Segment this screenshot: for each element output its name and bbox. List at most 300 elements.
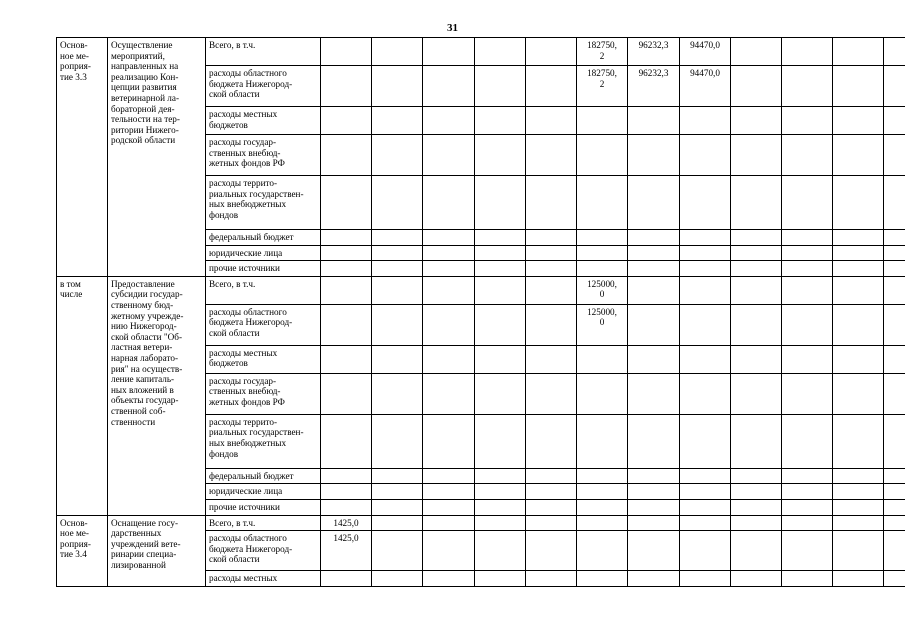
value-cell: [475, 66, 526, 107]
event-code-line: Основ-: [60, 40, 88, 50]
value-cell: [833, 571, 884, 587]
value-cell: [833, 414, 884, 468]
value-cell: [372, 571, 423, 587]
value-cell: [833, 66, 884, 107]
value-cell: [884, 499, 905, 515]
value-cell: [833, 107, 884, 135]
value-text: 2: [599, 50, 605, 61]
funding-source-line: ственных внебюд-: [209, 386, 281, 397]
funding-source-line: риальных государствен-: [209, 427, 304, 438]
funding-source-cell: [206, 499, 321, 515]
value-cell: [628, 304, 680, 345]
event-code-line: ное ме-: [60, 528, 89, 539]
value-text: 182750,: [587, 40, 617, 50]
value-cell: [628, 245, 680, 261]
funding-source-cell: [206, 531, 321, 571]
value-cell: [782, 414, 833, 468]
table-body: [57, 38, 905, 587]
event-name-line: мероприятий,: [111, 50, 165, 61]
value-cell: [475, 484, 526, 500]
value-cell: [833, 276, 884, 304]
value-cell: [680, 38, 731, 66]
value-cell: [680, 66, 731, 107]
value-cell: [731, 531, 782, 571]
value-cell: [577, 531, 628, 571]
event-name-line: бораторной дея-: [111, 103, 175, 114]
value-cell: [321, 531, 372, 571]
value-cell: [577, 245, 628, 261]
value-text: 1425,0: [333, 517, 359, 528]
value-cell: [321, 484, 372, 500]
value-cell: [423, 38, 475, 66]
value-cell: [372, 531, 423, 571]
value-cell: [833, 515, 884, 531]
value-cell: [372, 345, 423, 373]
funding-source-line: бюджетов: [209, 358, 248, 369]
value-cell: [321, 373, 372, 414]
value-cell: [526, 135, 577, 176]
event-name-line: ственному бюд-: [111, 299, 174, 310]
value-cell: [475, 531, 526, 571]
value-cell: [423, 515, 475, 531]
value-cell: [423, 304, 475, 345]
value-cell: [372, 107, 423, 135]
value-cell: [577, 38, 628, 66]
value-cell: [731, 373, 782, 414]
value-cell: [526, 414, 577, 468]
budget-table: [56, 37, 905, 587]
value-cell: [628, 484, 680, 500]
value-cell: [423, 230, 475, 246]
value-text: 94470,0: [690, 68, 720, 78]
value-cell: [321, 499, 372, 515]
value-cell: [884, 107, 905, 135]
value-cell: [731, 414, 782, 468]
value-cell: [833, 176, 884, 230]
value-cell: [884, 468, 905, 484]
value-cell: [423, 571, 475, 587]
value-cell: [321, 276, 372, 304]
funding-source-line: расходы местных: [209, 347, 278, 358]
value-text: 96232,3: [638, 68, 669, 78]
value-cell: [884, 304, 905, 345]
event-name-line: ской области "Об-: [111, 331, 183, 342]
value-cell: [423, 135, 475, 176]
value-cell: [680, 571, 731, 587]
value-cell: [833, 373, 884, 414]
funding-source-line: Всего, в т.ч.: [209, 40, 256, 50]
value-cell: [680, 499, 731, 515]
event-name-line: жетному учрежде-: [111, 310, 184, 321]
value-text: 125000,: [587, 278, 617, 289]
event-code-line: ное ме-: [60, 50, 89, 61]
value-cell: [782, 373, 833, 414]
funding-source-line: Всего, в т.ч.: [209, 278, 256, 289]
value-cell: [884, 373, 905, 414]
value-cell: [680, 531, 731, 571]
value-cell: [321, 414, 372, 468]
value-cell: [782, 304, 833, 345]
value-cell: [884, 515, 905, 531]
value-cell: [372, 373, 423, 414]
event-name-line: ластная ветери-: [111, 342, 173, 353]
value-cell: [884, 245, 905, 261]
value-cell: [577, 230, 628, 246]
value-cell: [782, 515, 833, 531]
event-name-line: ственности: [111, 416, 156, 427]
event-name-line: реализацию Кон-: [111, 71, 179, 82]
funding-source-cell: [206, 468, 321, 484]
event-name-line: субсидии государ-: [111, 289, 183, 300]
funding-source-line: ственных внебюд-: [209, 147, 281, 158]
value-cell: [475, 414, 526, 468]
value-cell: [680, 414, 731, 468]
value-cell: [782, 468, 833, 484]
value-cell: [475, 230, 526, 246]
value-cell: [628, 107, 680, 135]
value-cell: [782, 245, 833, 261]
funding-source-line: ской области: [209, 327, 260, 338]
value-cell: [475, 304, 526, 345]
event-name-line: ветеринарной ла-: [111, 92, 179, 103]
value-cell: [526, 345, 577, 373]
funding-source-cell: [206, 414, 321, 468]
value-cell: [577, 304, 628, 345]
value-cell: [423, 276, 475, 304]
value-cell: [475, 135, 526, 176]
value-cell: [526, 176, 577, 230]
funding-source-line: расходы террито-: [209, 178, 278, 188]
value-cell: [423, 176, 475, 230]
value-cell: [475, 107, 526, 135]
value-cell: [884, 571, 905, 587]
funding-source-line: Всего, в т.ч.: [209, 517, 256, 528]
value-cell: [782, 66, 833, 107]
value-cell: [680, 245, 731, 261]
value-cell: [526, 276, 577, 304]
value-cell: [321, 245, 372, 261]
value-cell: [577, 176, 628, 230]
value-cell: [833, 484, 884, 500]
value-cell: [321, 230, 372, 246]
value-cell: [884, 135, 905, 176]
value-cell: [526, 468, 577, 484]
funding-source-cell: [206, 304, 321, 345]
value-cell: [475, 176, 526, 230]
value-text: 0: [599, 317, 605, 328]
funding-source-line: ской области: [209, 89, 260, 100]
value-cell: [475, 499, 526, 515]
event-name-line: нарная лаборато-: [111, 352, 179, 363]
value-cell: [884, 230, 905, 246]
value-cell: [423, 531, 475, 571]
funding-source-cell: [206, 261, 321, 277]
funding-source-line: юридические лица: [209, 486, 283, 497]
value-cell: [680, 107, 731, 135]
value-cell: [680, 230, 731, 246]
value-cell: [731, 468, 782, 484]
value-cell: [577, 276, 628, 304]
funding-source-line: фондов: [209, 448, 239, 459]
event-name-line: лизированной: [111, 559, 166, 570]
value-cell: [680, 135, 731, 176]
value-cell: [884, 38, 905, 66]
funding-source-cell: [206, 276, 321, 304]
funding-source-line: фондов: [209, 209, 239, 220]
value-cell: [526, 531, 577, 571]
value-cell: [526, 38, 577, 66]
value-cell: [372, 276, 423, 304]
funding-source-line: расходы государ-: [209, 137, 277, 147]
funding-source-line: федеральный бюджет: [209, 470, 294, 481]
value-cell: [782, 276, 833, 304]
funding-source-line: юридические лица: [209, 247, 283, 258]
value-cell: [628, 515, 680, 531]
event-name-cell: [108, 276, 206, 515]
event-name-line: нию Нижегород-: [111, 321, 177, 332]
value-cell: [628, 38, 680, 66]
event-name-line: ритории Нижего-: [111, 124, 179, 135]
value-cell: [731, 499, 782, 515]
value-cell: [577, 66, 628, 107]
value-cell: [731, 66, 782, 107]
event-code-cell: [57, 515, 108, 586]
value-cell: [526, 261, 577, 277]
value-cell: [577, 345, 628, 373]
value-cell: [628, 276, 680, 304]
event-name-line: Осуществление: [111, 40, 173, 50]
event-name-line: тельности на тер-: [111, 114, 180, 125]
value-text: 1425,0: [333, 533, 359, 544]
value-cell: [372, 261, 423, 277]
value-cell: [833, 531, 884, 571]
value-cell: [731, 245, 782, 261]
funding-source-line: расходы местных: [209, 109, 278, 119]
value-cell: [423, 261, 475, 277]
value-text: 182750,: [587, 68, 617, 78]
value-cell: [321, 107, 372, 135]
value-cell: [372, 230, 423, 246]
funding-source-line: прочие источники: [209, 263, 280, 274]
funding-source-cell: [206, 484, 321, 500]
value-cell: [372, 468, 423, 484]
value-cell: [731, 176, 782, 230]
funding-source-line: федеральный бюджет: [209, 232, 294, 242]
value-cell: [782, 484, 833, 500]
value-cell: [372, 245, 423, 261]
value-cell: [475, 515, 526, 531]
value-cell: [680, 373, 731, 414]
event-code-line: в том: [60, 278, 81, 289]
event-name-line: ственной соб-: [111, 405, 166, 416]
value-cell: [884, 531, 905, 571]
event-name-line: объекты государ-: [111, 395, 179, 406]
value-cell: [628, 531, 680, 571]
value-cell: [782, 531, 833, 571]
value-cell: [628, 176, 680, 230]
event-name-line: направленных на: [111, 61, 179, 72]
value-cell: [372, 135, 423, 176]
value-cell: [475, 261, 526, 277]
value-cell: [321, 38, 372, 66]
funding-source-line: бюджета Нижегород-: [209, 543, 293, 554]
funding-source-line: расходы террито-: [209, 416, 278, 427]
value-cell: [372, 38, 423, 66]
funding-source-line: бюджета Нижегород-: [209, 78, 293, 89]
table-row: [57, 515, 905, 531]
value-cell: [628, 468, 680, 484]
value-cell: [628, 66, 680, 107]
value-cell: [884, 484, 905, 500]
value-cell: [321, 345, 372, 373]
value-cell: [628, 345, 680, 373]
table-row: [57, 38, 905, 66]
value-cell: [526, 484, 577, 500]
value-cell: [372, 414, 423, 468]
funding-source-cell: [206, 107, 321, 135]
value-cell: [833, 230, 884, 246]
value-cell: [731, 230, 782, 246]
value-cell: [423, 499, 475, 515]
funding-source-cell: [206, 38, 321, 66]
event-code-line: тие 3.4: [60, 549, 87, 560]
value-cell: [782, 135, 833, 176]
event-name-line: Предоставление: [111, 278, 175, 289]
value-cell: [628, 414, 680, 468]
value-cell: [680, 276, 731, 304]
value-cell: [680, 468, 731, 484]
value-cell: [833, 245, 884, 261]
value-cell: [833, 499, 884, 515]
value-cell: [628, 261, 680, 277]
value-cell: [321, 571, 372, 587]
value-cell: [731, 515, 782, 531]
value-cell: [321, 261, 372, 277]
event-name-line: учреждений вете-: [111, 538, 181, 549]
event-name-line: родской области: [111, 135, 176, 146]
page-number: 31: [447, 22, 458, 34]
funding-source-line: прочие источники: [209, 501, 280, 512]
value-cell: [526, 107, 577, 135]
value-cell: [423, 245, 475, 261]
value-cell: [321, 135, 372, 176]
value-text: 94470,0: [690, 40, 720, 50]
value-cell: [577, 499, 628, 515]
value-cell: [782, 230, 833, 246]
value-cell: [526, 373, 577, 414]
value-cell: [423, 107, 475, 135]
value-cell: [577, 571, 628, 587]
value-cell: [833, 304, 884, 345]
event-name-line: дарственных: [111, 528, 162, 539]
funding-source-line: жетных фондов РФ: [209, 396, 285, 407]
value-cell: [372, 66, 423, 107]
value-cell: [423, 66, 475, 107]
event-name-line: ных вложений в: [111, 384, 174, 395]
value-cell: [577, 414, 628, 468]
value-cell: [423, 414, 475, 468]
value-cell: [577, 515, 628, 531]
value-cell: [526, 499, 577, 515]
value-cell: [884, 345, 905, 373]
value-cell: [372, 515, 423, 531]
value-cell: [423, 468, 475, 484]
value-cell: [782, 107, 833, 135]
event-name-line: рия" на осуществ-: [111, 363, 183, 374]
value-cell: [731, 345, 782, 373]
value-cell: [577, 261, 628, 277]
event-code-line: Основ-: [60, 517, 88, 528]
value-cell: [680, 304, 731, 345]
funding-source-line: ных внебюджетных: [209, 199, 287, 210]
funding-source-cell: [206, 373, 321, 414]
value-cell: [526, 66, 577, 107]
funding-source-line: расходы областного: [209, 533, 287, 544]
event-code-cell: [57, 276, 108, 515]
value-cell: [423, 373, 475, 414]
funding-source-cell: [206, 571, 321, 587]
value-cell: [782, 176, 833, 230]
table-row: [57, 276, 905, 304]
value-cell: [372, 499, 423, 515]
event-code-line: числе: [60, 289, 83, 300]
funding-source-cell: [206, 245, 321, 261]
funding-source-line: ской области: [209, 554, 260, 565]
value-cell: [526, 304, 577, 345]
event-name-cell: [108, 38, 206, 277]
value-cell: [884, 176, 905, 230]
event-code-line: роприя-: [60, 538, 91, 549]
value-cell: [475, 345, 526, 373]
value-cell: [782, 571, 833, 587]
funding-source-line: жетных фондов РФ: [209, 158, 285, 169]
value-cell: [475, 373, 526, 414]
event-code-line: роприя-: [60, 61, 91, 72]
value-cell: [475, 276, 526, 304]
event-code-line: тие 3.3: [60, 71, 87, 82]
value-cell: [475, 38, 526, 66]
funding-source-line: риальных государствен-: [209, 188, 304, 199]
value-cell: [680, 515, 731, 531]
value-cell: [577, 484, 628, 500]
value-cell: [782, 345, 833, 373]
value-cell: [680, 345, 731, 373]
value-cell: [526, 230, 577, 246]
value-cell: [628, 571, 680, 587]
event-name-line: цепции развития: [111, 82, 177, 93]
value-cell: [321, 468, 372, 484]
funding-source-cell: [206, 66, 321, 107]
value-cell: [731, 276, 782, 304]
value-cell: [526, 571, 577, 587]
value-cell: [423, 345, 475, 373]
value-cell: [884, 414, 905, 468]
value-cell: [680, 261, 731, 277]
funding-source-line: бюджета Нижегород-: [209, 317, 293, 328]
funding-source-cell: [206, 515, 321, 531]
value-cell: [884, 276, 905, 304]
value-cell: [731, 135, 782, 176]
funding-source-line: расходы местных: [209, 573, 278, 584]
value-cell: [884, 261, 905, 277]
event-name-line: ление капиталь-: [111, 374, 175, 385]
funding-source-line: расходы государ-: [209, 375, 277, 386]
value-cell: [731, 571, 782, 587]
value-cell: [731, 484, 782, 500]
funding-source-cell: [206, 345, 321, 373]
value-cell: [782, 261, 833, 277]
value-cell: [475, 468, 526, 484]
